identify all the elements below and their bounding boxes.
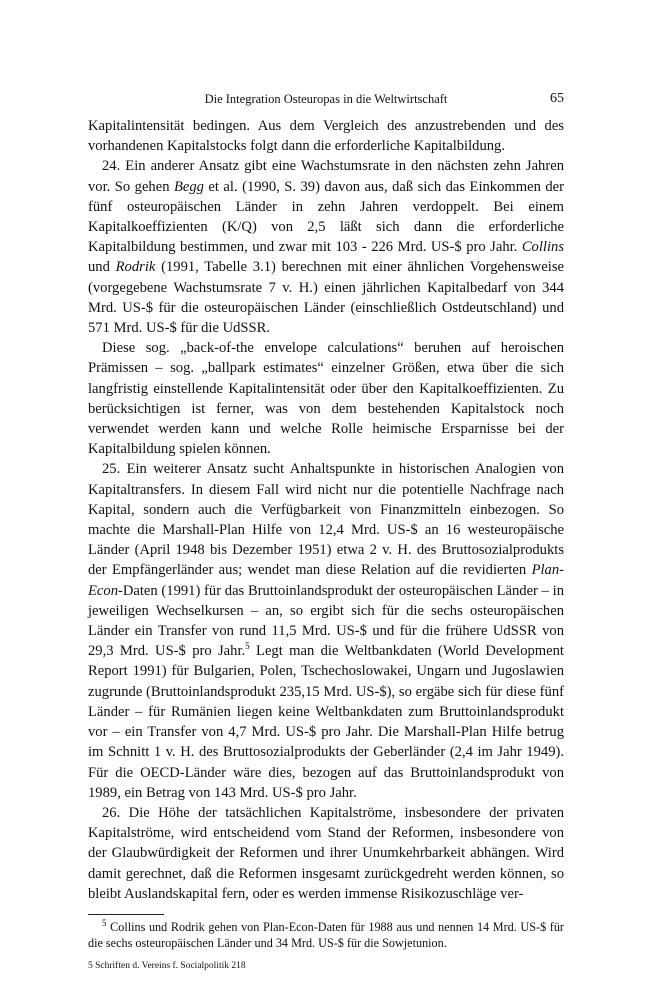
footnote-marker: 5: [102, 917, 107, 928]
paragraph-continuation: [88, 116, 564, 156]
italic-name: Plan-Econ: [88, 562, 564, 599]
italic-name: Begg: [173, 178, 204, 195]
text-run: und: [88, 259, 116, 276]
running-title: Die Integration Osteuropas in die Weltwirtschaft: [204, 92, 448, 106]
text-run: Diese sog. „back-of-the envelope calculations“ beruhen auf heroischen Prämissen – sog. „ballpark estimates“ einzelner Größen, etwa über die sich langfristig einstellende Kapitalintensität oder über den Kapitalkoeffizienten. Zu berücksichtigen ist ferner, was von dem bestehenden Kapitalstock noch verwendet werden kann und welche Rolle heimische Ersparnisse bei der Kapitalbildung spielen können.: [88, 340, 564, 458]
document-page: [88, 92, 564, 971]
text-run: 26. Die Höhe der tatsächlichen Kapitalströme, insbesondere der privaten Kapitalströme, wird entscheidend vom Stand der Reformen, insbesondere von der Glaubwürdigkeit der Reformen und ihrer Unumkehrbarkeit abhängen. Wird damit gerechnet, daß die Reformen insgesamt zurückgedreht werden können, so bleibt Auslandskapital fern, oder es werden immense Risikozuschläge ver-: [88, 804, 564, 902]
text-run: Kapitalintensität bedingen. Aus dem Vergleich des anzustrebenden und des vorhandenen Kapitalstocks folgt dann die erforderliche Kapitalbildung.: [88, 118, 564, 155]
footnote-text: Collins und Rodrik gehen von Plan-Econ-Daten für 1988 aus und nennen 14 Mrd. US-$ für die sechs osteuropäischen Länder und 34 Mrd. US-$ für die Sowjetunion.: [88, 919, 564, 950]
text-run: et al. (1990, S. 39) davon aus, daß sich das Einkommen der fünf osteuropäischen Länder in zehn Jahren verdoppelt. Bei einem Kapitalkoeffizienten (K/Q) von 2,5 läßt sich dann die erforderliche Kapitalbildung bestimmen, und zwar mit 103 - 226 Mrd. US-$ pro Jahr.: [88, 178, 564, 256]
paragraph-25: [88, 459, 564, 802]
signature-line: 5 Schriften d. Vereins f. Socialpolitik 218: [88, 960, 246, 971]
text-run: 25. Ein weiterer Ansatz sucht Anhaltspunkte in historischen Analogien von Kapitaltransfers. In diesem Fall wird nicht nur die potentielle Nachfrage nach Kapital, sondern auch die Verfügbarkeit von Finanzmitteln einbezogen. So machte die Marshall-Plan Hilfe von 12,4 Mrd. US-$ an 16 westeuropäische Länder (April 1948 bis Dezember 1951) etwa 2 v. H. des Bruttosozialprodukts der Empfängerländer aus; wendet man diese Relation auf die revidierten: [88, 461, 564, 579]
body-text: [88, 116, 564, 904]
paragraph-24: [88, 156, 564, 338]
paragraph-back-of-envelope: [88, 338, 564, 459]
footnote-reference: 5: [245, 641, 250, 652]
italic-name: Rodrik: [115, 259, 156, 276]
text-run: -Daten (1991) für das Bruttoinlandsprodukt der osteuropäischen Länder – in jeweiligen Wechselkursen – an, so ergibt sich für die sechs osteuropäischen Länder ein Transfer von rund 11,5 Mrd. US-$ und für die frühere UdSSR von 29,3 Mrd. US-$ pro Jahr.: [88, 582, 564, 660]
footnote-separator: [88, 914, 164, 915]
paragraph-26: [88, 803, 564, 904]
text-run: (1991, Tabelle 3.1) berechnen mit einer ähnlichen Vorgehensweise (vorgegebene Wachstumsrate 7 v. H.) einen jährlichen Kapitalbedarf von 344 Mrd. US-$ für die osteuropäischen Länder (einschließlich Ostdeutschland) und 571 Mrd. US-$ für die UdSSR.: [88, 259, 564, 337]
page-number: 65: [550, 91, 564, 106]
text-run: 24. Ein anderer Ansatz gibt eine Wachstumsrate in den nächsten zehn Jahren vor. So gehen: [88, 158, 564, 195]
footnote: [88, 919, 564, 951]
italic-name: Collins: [521, 239, 564, 256]
text-run: Legt man die Weltbankdaten (World Development Report 1991) für Bulgarien, Polen, Tschechoslowakei, Ungarn und Jugoslawien zugrunde (Bruttoinlandsprodukt 235,15 Mrd. US-$), so ergäbe sich für diese fünf Länder – für Rumänien liegen keine Weltbankdaten zum Bruttoinlandsprodukt vor – ein Transfer von 4,7 Mrd. US-$ pro Jahr. Die Marshall-Plan Hilfe betrug im Schnitt 1 v. H. des Bruttosozialprodukts der Geberländer (2,4 im Jahr 1949). Für die OECD-Länder wäre dies, bezogen auf das Bruttoinlandsprodukt von 1989, ein Betrag von 143 Mrd. US-$ pro Jahr.: [88, 643, 564, 801]
running-header: [88, 92, 564, 116]
